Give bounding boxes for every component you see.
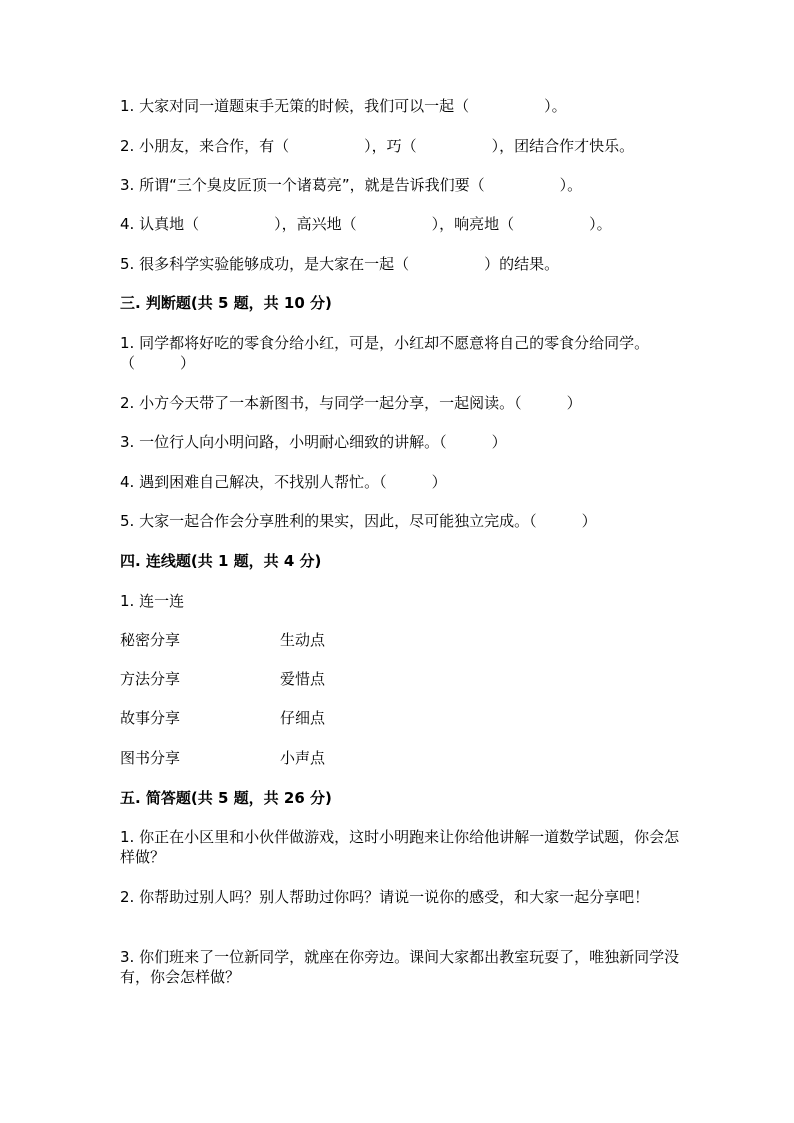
judge-question-5: 5. 大家一起合作会分享胜利的果实，因此，尽可能独立完成。（ ） [120,512,597,530]
fill-question-5: 5. 很多科学实验能够成功，是大家在一起（ ）的结果。 [120,255,560,273]
short-answer-question-2: 2. 你帮助过别人吗？别人帮助过你吗？请说一说你的感受，和大家一起分享吧！ [120,888,650,906]
fill-question-2: 2. 小朋友，来合作，有（ ），巧（ ），团结合作才快乐。 [120,137,635,155]
judge-question-1: 1. 同学都将好吃的零食分给小红，可是，小红却不愿意将自己的零食分给同学。（ ） [120,334,650,372]
match-left-item: 图书分享 [120,749,181,767]
match-left-item: 故事分享 [120,709,181,727]
match-left-item: 方法分享 [120,670,181,688]
fill-question-3: 3. 所谓“三个臭皮匠顶一个诸葛亮”，就是告诉我们要（ ）。 [120,176,583,194]
match-left-item: 秘密分享 [120,631,181,649]
match-right-item: 仔细点 [280,709,326,727]
judge-question-2: 2. 小方今天带了一本新图书，与同学一起分享，一起阅读。（ ） [120,394,582,412]
match-question-1: 1. 连一连 [120,592,185,610]
section-judge-heading: 三. 判断题(共 5 题，共 10 分) [120,294,332,312]
section-match-heading: 四. 连线题(共 1 题，共 4 分) [120,552,322,570]
judge-question-4: 4. 遇到困难自己解决，不找别人帮忙。（ ） [120,473,447,491]
match-right-item: 生动点 [280,631,326,649]
fill-question-4: 4. 认真地（ ），高兴地（ ），响亮地（ ）。 [120,215,612,233]
match-right-item: 爱惜点 [280,670,326,688]
short-answer-question-1: 1. 你正在小区里和小伙伴做游戏，这时小明跑来让你给他讲解一道数学试题，你会怎样做？ [120,828,680,866]
short-answer-question-3: 3. 你们班来了一位新同学，就座在你旁边。课间大家都出教室玩耍了，唯独新同学没有，你会怎样做？ [120,948,680,986]
judge-question-3: 3. 一位行人向小明问路，小明耐心细致的讲解。（ ） [120,433,507,451]
match-right-item: 小声点 [280,749,326,767]
section-short-answer-heading: 五. 简答题(共 5 题，共 26 分) [120,789,332,807]
fill-question-1: 1. 大家对同一道题束手无策的时候，我们可以一起（ ）。 [120,97,567,115]
